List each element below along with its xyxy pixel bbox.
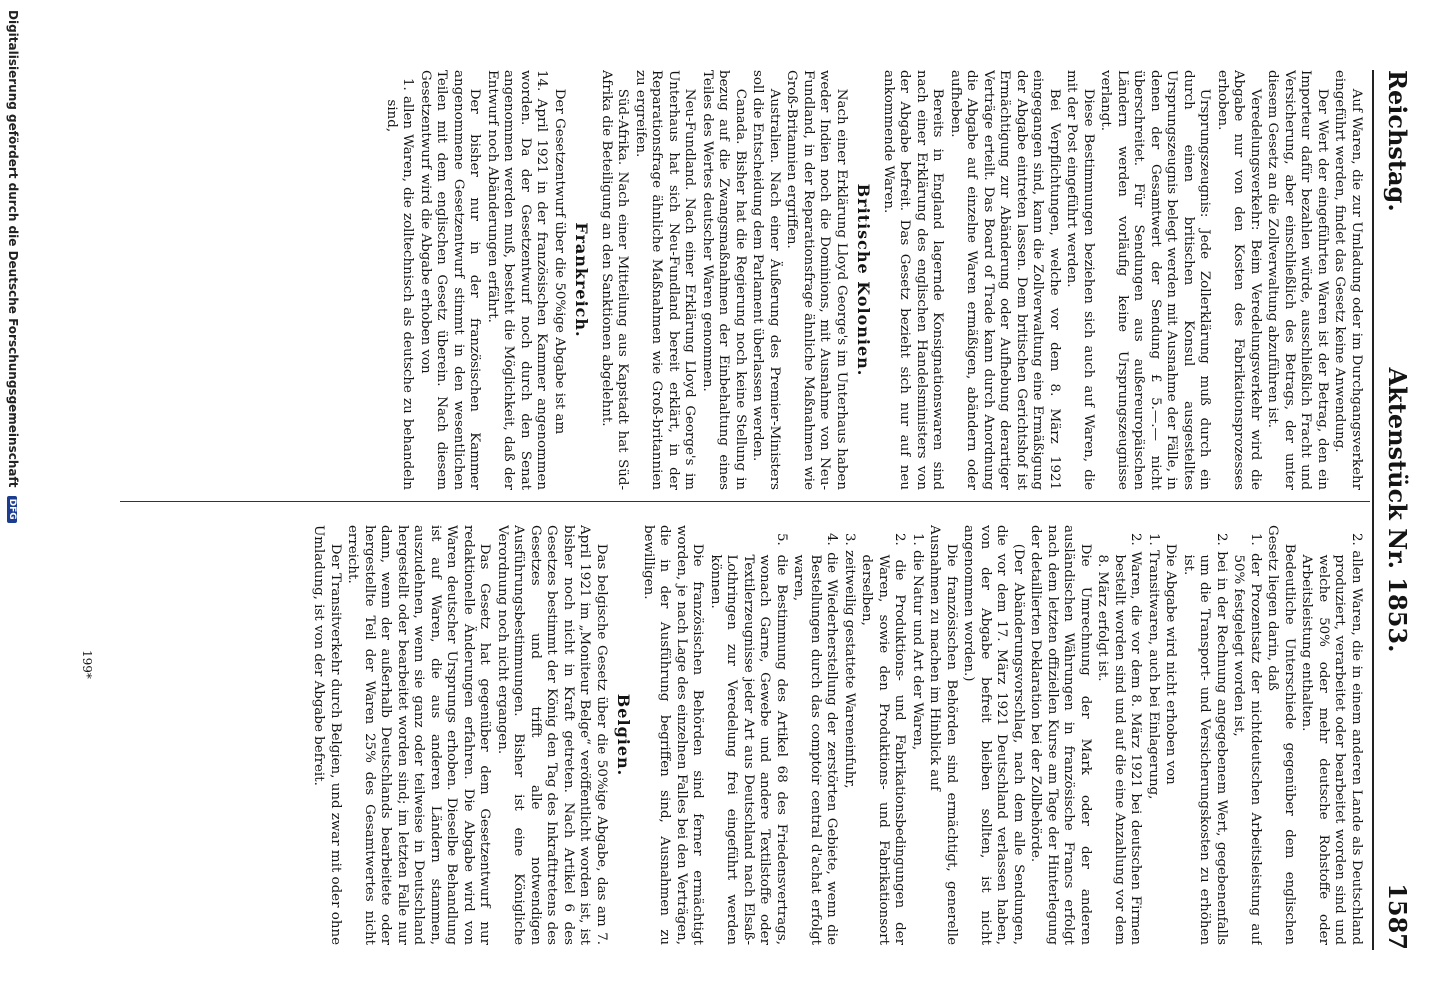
list-item: 4. die Wiederherstellung der zerstörten Gebiete, wenn die Bestellungen durch das comptoir central d'achat erfolgt waren, (791, 533, 840, 945)
paragraph: Die Abgabe wird nicht erhoben von (1163, 543, 1179, 785)
paragraph: Canada. Bisher hat die Regierung noch keine Stellung in bezug auf die Zwangsmaßnahmen der Einbehaltung eines Teiles des Wertes deutscher Waren genommen. (700, 70, 748, 490)
paragraph: Die französischen Behörden sind ferner ermächtigt worden, je nach Lage des einzelnen Falles bei den Verträgen, die in der Ausführung begriffen sind, Ausnahmen zu bewilligen. (641, 525, 706, 945)
paragraph: Das Gesetz hat gegenüber dem Gesetzentwurf nur redaktionelle Änderungen erfahren. Die Abgabe wird von Waren deutscher Ursprungs erhoben. Dieselbe Behandlung ist auf Waren, die aus anderen Ländern stammen, auszudehnen, wenn sie ganz oder teilweise in Deutschland hergestellt oder bearbeitet worden sind; im letzten Falle nur dann, wenn der außerhalb Deutschlands bearbeitete oder hergestellte Teil der Waren 25% des Gesamtwertes nicht erreicht. (345, 525, 493, 945)
paragraph: Ursprungszeugnis: Jede Zollerklärung muß durch ein durch einen britischen Konsul ausgestelltes Ursprungszeugnis belegt werden mit Ausnahme der Fälle, in denen der Gesamtwert der Sendung £ 5.—.— nicht überschreitet. Für Sendungen aus außereuropäischen Ländern werden vorläufig keine Ursprungszeugnisse verlangt. (1098, 70, 1213, 490)
paragraph: Neu-Fundland. Nach einer Erklärung Lloyd George's im Unterhaus hat sich Neu-Fundland bereit erklärt, in der Reparationsfrage ähnliche Maßnahmen wie Groß-britannien zu ergreifen. (633, 70, 698, 490)
list-item: 2. allen Waren, die in einem anderen Lande als Deutschland produziert, verarbeitet oder bearbeitet worden sind und welche 50% oder mehr deutsche Rohstoffe oder Arbeitsleistung enthalten. (1299, 533, 1364, 945)
paragraph: Diese Bestimmungen beziehen sich auch auf Waren, die mit der Post eingeführt werden. (1064, 70, 1096, 490)
list-item: 2. Waren, die vor dem 8. März 1921 bei deutschen Firmen bestellt worden sind und auf die eine Anzahlung vor dem 8. März erfolgt ist. (1095, 533, 1144, 945)
page-mark: 199* (80, 650, 94, 679)
right-column (64, 525, 1364, 945)
header-left: Reichstag. (1383, 70, 1412, 212)
paragraph: Bedeutliche Unterschiede gegenüber dem englischen Gesetz liegen darin, daß (1265, 525, 1297, 945)
list-item: 1. der Prozentsatz der nichtdeutschen Arbeitsleistung auf 50% festgelegt worden ist, (1231, 533, 1263, 945)
paragraph: Nach einer Erklärung Lloyd George's im Unterhaus haben weder Indien noch die Dominions, mit Ausnahme von Neu-Fundland, in der Reparationsfrage ähnliche Maßnahmen wie Groß-Britannien ergriffen. (784, 70, 849, 490)
header-title: Aktenstück Nr. 1853. (1383, 367, 1412, 653)
paragraph: Der Wert der eingeführten Waren ist der Betrag, den ein Importeur dafür bezahlen würde, ausschließlich Fracht und Versicherung, aber einschließlich des Betrags, der unter diesem Gesetz an die Zollverwaltung abzuführen ist. (1265, 70, 1330, 490)
list-item: 2. die Produktions- und Fabrikationsbedingungen der Waren, sowie den Produktions- und Fabrikationsort derselben, (859, 533, 908, 945)
paragraph: Auf Waren, die zur Umladung oder im Durchgangsverkehr eingeführt werden, findet das Gesetz keine Anwendung. (1332, 70, 1364, 490)
list-item: 3. zeitweilig gestattete Wareneinfuhr, (842, 533, 857, 789)
paragraph: Der bisher nur in der französischen Kammer angenommene Gesetzentwurf stimmt in den wesentlichen Teilen mit dem englischen Gesetz überein. Nach diesem Gesetzentwurf wird die Abgabe erhoben von (418, 70, 483, 490)
page-number: 1587 (1383, 883, 1412, 950)
paragraph: Das belgische Gesetz über die 50%ige Abgabe, das am 7. April 1921 im „Moniteur Belge“ veröffentlicht worden ist, ist bisher noch nicht in Kraft getreten. Nach Artikel 6 des Gesetzes bestimmt der König den Tag des Inkrafttretens des Gesetzes und trifft alle notwendigen Ausführungsbestimmungen. Bisher ist eine Königliche Verordnung noch nicht ergangen. (495, 525, 609, 945)
paragraph: Der Gesetzentwurf über die 50%ige Abgabe ist am (552, 88, 567, 435)
paragraph: Veredelungsverkehr: Beim Veredelungsverkehr wird die Abgabe nur von den Kosten des Fabrikationsprozesses erhoben. (1215, 70, 1263, 490)
list-item: 5. die Bestimmung des Artikel 68 des Friedensvertrags, wonach Garne, Gewebe und andere Textilstoffe oder Textilerzeugnisse jeder Art aus Deutschland nach Elsaß-Lothringen zur Veredelung frei eingeführt werden können. (708, 533, 789, 945)
paragraph: Süd-Afrika. Nach einer Mitteilung aus Kapstadt hat Süd-Afrika die Beteiligung an den Sanktionen abgelehnt. (599, 70, 631, 490)
digitization-credit (6, 10, 20, 523)
paragraph: Der Transitverkehr durch Belgien, und zwar mit oder ohne Umladung, ist von der Abgabe befreit. (311, 525, 343, 945)
paragraph: Die Umrechnung der Mark oder der anderen ausländischen Währungen in französische Francs erfolgt nach dem letzten offiziellen Kurse am Tage der Hinterlegung der detaillierten Deklaration bei der Zollbehörde. (1028, 525, 1093, 945)
list-item: 1. Transitwaren, auch bei Einlagerung, (1146, 533, 1161, 800)
paragraph: Die französischen Behörden sind ermächtigt, generelle Ausnahmen zu machen im Hinblick auf (927, 525, 959, 945)
paragraph: Bei Verpflichtungen, welche vor dem 8. März 1921 eingegangen sind, kann die Zollverwaltung eine Ermäßigung der Abgabe eintreten lassen. Dem britischen Gerichtshof ist Ermächtigung zur Abänderung oder Aufhebung derartiger Verträge erteilt. Das Board of Trade kann durch Anordnung die Abgabe auf einzelne Waren ermäßigen, abändern oder aufheben. (948, 70, 1062, 490)
paragraph: Australien. Nach einer Äußerung des Premier-Ministers soll die Entscheidung dem Parlament überlassen werden. (750, 70, 782, 490)
list-item: 1. die Natur und Art der Waren, (910, 533, 925, 751)
paragraph: Bereits in England lagernde Konsignationswaren sind nach einer Erklärung des englischen Handelsministers von der Abgabe befreit. Das Gesetz bezieht sich nur auf neu ankommende Waren. (881, 70, 946, 490)
paragraph: 14. April 1921 in der französischen Kammer angenommen worden. Da der Gesetzentwurf noch durch den Senat angenommen werden muß, besteht die Möglichkeit, daß der Entwurf noch Abänderungen erfährt. (485, 70, 550, 490)
credit-text: Digitalisierung gefördert durch die Deutsche Forschungsgemeinschaft (6, 10, 20, 488)
section-heading-colonies: Britische Kolonien. (854, 183, 874, 377)
column-divider (120, 501, 1370, 502)
page-header (1372, 70, 1420, 950)
list-item: 1. allen Waren, die zolltechnisch als deutsche zu behandeln sind, (384, 78, 416, 490)
dfg-logo: DFG (8, 496, 18, 523)
paragraph: (Der Abänderungsvorschlag, nach dem alle Sendungen, die vor dem 17. März 1921 Deutschland verlassen haben, von der Abgabe befreit bleiben sollten, ist nicht angenommen worden.) (961, 525, 1026, 945)
section-heading-belgium: Belgien. (614, 693, 634, 777)
section-heading-france: Frankreich. (572, 222, 592, 338)
left-column (64, 70, 1364, 490)
list-item: 2. bei in der Rechnung angegebenem Wert, gegebenenfalls um die Transport- und Versicherungskosten zu erhöhen ist. (1181, 533, 1229, 945)
